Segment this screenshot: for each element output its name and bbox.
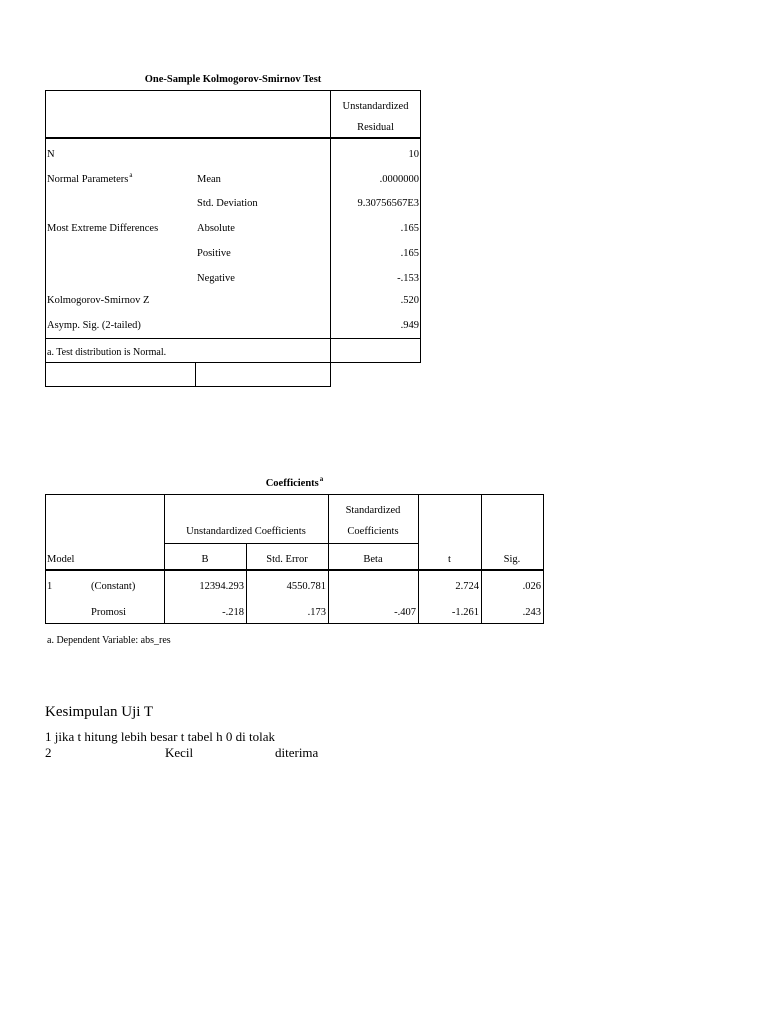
ks-row-sublabel: Std. Deviation xyxy=(197,198,258,209)
ks-row-sublabel: Absolute xyxy=(197,223,235,234)
ks-row-label-text: Normal Parameters xyxy=(47,174,129,185)
conclusion-line-2-word1: Kecil xyxy=(165,745,194,760)
coef-footnote: a. Dependent Variable: abs_res xyxy=(47,635,171,646)
coef-cell-sig: .243 xyxy=(522,607,541,618)
coef-header-model: Model xyxy=(47,554,75,565)
coef-header-unstandardized: Unstandardized Coefficients xyxy=(186,526,306,537)
conclusion-line-2-number: 2 xyxy=(45,745,52,760)
coef-cell-std-error: 4550.781 xyxy=(286,581,326,592)
coef-header-sig: Sig. xyxy=(503,554,521,565)
footnote-marker: a xyxy=(129,170,133,179)
ks-row-value: 9.30756567E3 xyxy=(357,198,419,209)
coef-cell-name: Promosi xyxy=(91,607,127,618)
ks-row-value: 10 xyxy=(408,149,419,160)
coef-header-rule xyxy=(45,569,544,571)
conclusion-line-1: 1 jika t hitung lebih besar t tabel h 0 di tolak xyxy=(45,729,275,744)
ks-row-label: N xyxy=(47,149,55,160)
coef-header-std-error: Std. Error xyxy=(266,554,308,565)
coef-cell-beta: -.407 xyxy=(394,607,416,618)
coef-cell-t: 2.724 xyxy=(455,581,479,592)
ks-row-value: -.153 xyxy=(397,273,419,284)
ks-row-label xyxy=(47,170,133,187)
ks-header-line2: Residual xyxy=(357,122,394,133)
conclusion-line-2-word2: diterima xyxy=(275,745,319,760)
coef-header-standardized-line2: Coefficients xyxy=(347,526,399,537)
ks-row-value: .165 xyxy=(400,248,419,259)
coef-header-beta: Beta xyxy=(363,554,383,565)
footnote-marker: a xyxy=(319,474,324,483)
coef-cell-std-error: .173 xyxy=(307,607,326,618)
ks-footnote-rule xyxy=(45,338,421,339)
coef-cell-model: 1 xyxy=(47,581,53,592)
conclusion-heading: Kesimpulan Uji T xyxy=(45,704,154,720)
ks-row-sublabel: Mean xyxy=(197,174,221,185)
ks-header-line1: Unstandardized xyxy=(342,101,409,112)
coef-header-b: B xyxy=(201,554,209,565)
ks-footnote: a. Test distribution is Normal. xyxy=(47,347,167,358)
coef-cell-sig: .026 xyxy=(522,581,541,592)
ks-row-value: .520 xyxy=(400,295,419,306)
coef-cell-t: -1.261 xyxy=(451,607,479,618)
ks-extra-row-divider xyxy=(195,362,196,387)
ks-row-value: .165 xyxy=(400,223,419,234)
coef-cell-b: 12394.293 xyxy=(199,581,244,592)
ks-row-sublabel: Positive xyxy=(197,248,231,259)
ks-row-value: .0000000 xyxy=(379,174,419,185)
coefficients-title xyxy=(45,474,544,491)
ks-row-value: .949 xyxy=(400,320,419,331)
coefficients-title-text: Coefficients xyxy=(265,478,319,489)
coef-header-standardized-line1: Standardized xyxy=(345,505,401,516)
ks-row-sublabel: Negative xyxy=(197,273,235,284)
coef-subheader-rule xyxy=(164,543,418,544)
ks-test-title: One-Sample Kolmogorov-Smirnov Test xyxy=(144,74,322,85)
coef-cell-b: -.218 xyxy=(222,607,244,618)
ks-row-label: Asymp. Sig. (2-tailed) xyxy=(47,320,141,331)
ks-row-label: Kolmogorov-Smirnov Z xyxy=(47,295,150,306)
ks-row-label: Most Extreme Differences xyxy=(47,223,159,234)
coef-header-t: t xyxy=(448,554,451,565)
coef-cell-name: (Constant) xyxy=(91,581,136,592)
ks-extra-row xyxy=(45,362,331,387)
ks-header-rule xyxy=(45,137,421,139)
